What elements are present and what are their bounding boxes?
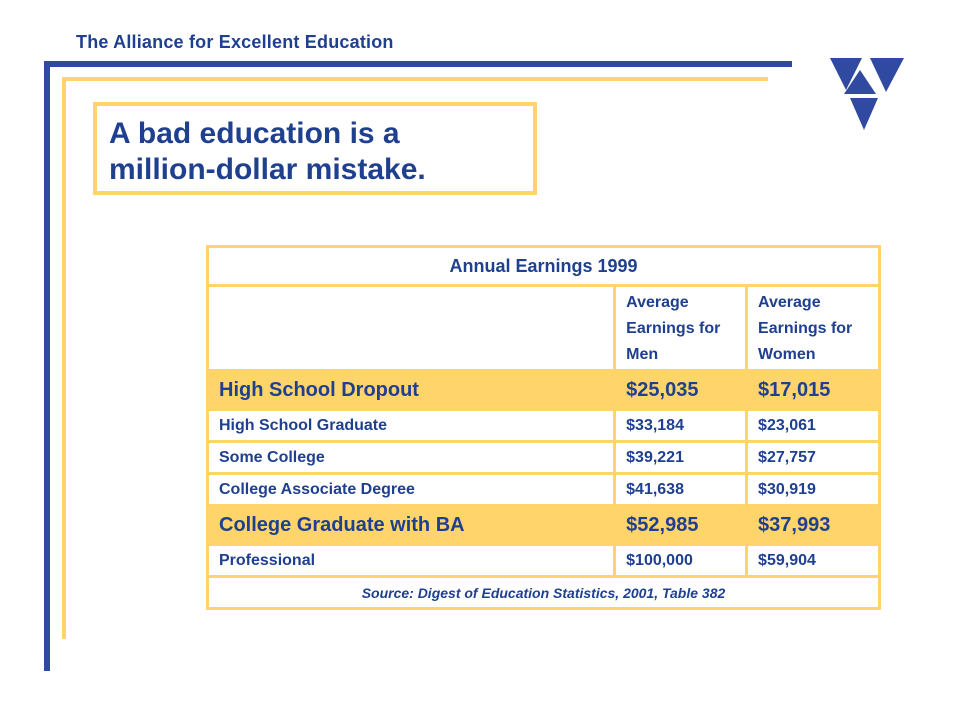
- row-men-earnings: $39,221: [615, 442, 747, 474]
- table-row: [208, 506, 880, 545]
- row-women-earnings: $27,757: [747, 442, 880, 474]
- table-row: [208, 474, 880, 506]
- row-category: College Graduate with BA: [208, 506, 615, 545]
- header-men: Average Earnings for Men: [615, 286, 747, 371]
- blue-left-bar: [44, 61, 50, 671]
- headline-box: [93, 102, 537, 195]
- row-category: College Associate Degree: [208, 474, 615, 506]
- blue-top-bar: [44, 61, 792, 67]
- organization-name: The Alliance for Excellent Education: [76, 32, 394, 52]
- earnings-table: [206, 245, 881, 610]
- row-men-earnings: $33,184: [615, 410, 747, 442]
- header-women: Average Earnings for Women: [747, 286, 880, 371]
- gold-left-bar: [62, 77, 66, 639]
- row-women-earnings: $37,993: [747, 506, 880, 545]
- table-header-row: [208, 286, 880, 371]
- row-women-earnings: $17,015: [747, 371, 880, 410]
- row-men-earnings: $52,985: [615, 506, 747, 545]
- row-men-earnings: $25,035: [615, 371, 747, 410]
- row-men-earnings: $41,638: [615, 474, 747, 506]
- headline-line-2: million-dollar mistake.: [109, 153, 426, 186]
- gold-top-bar: [62, 77, 768, 81]
- row-category: Professional: [208, 545, 615, 577]
- table-row: [208, 545, 880, 577]
- header-category: [208, 286, 615, 371]
- row-women-earnings: $30,919: [747, 474, 880, 506]
- row-category: High School Graduate: [208, 410, 615, 442]
- alliance-logo-icon: [826, 54, 908, 134]
- table-title: Annual Earnings 1999: [208, 247, 880, 286]
- row-women-earnings: $59,904: [747, 545, 880, 577]
- table-row: [208, 371, 880, 410]
- table-source: Source: Digest of Education Statistics, 2001, Table 382: [208, 577, 880, 609]
- table-row: [208, 410, 880, 442]
- headline-line-1: A bad education is a: [109, 117, 400, 150]
- row-category: High School Dropout: [208, 371, 615, 410]
- row-women-earnings: $23,061: [747, 410, 880, 442]
- table-source-row: [208, 577, 880, 609]
- table-title-row: [208, 247, 880, 286]
- table-row: [208, 442, 880, 474]
- row-category: Some College: [208, 442, 615, 474]
- row-men-earnings: $100,000: [615, 545, 747, 577]
